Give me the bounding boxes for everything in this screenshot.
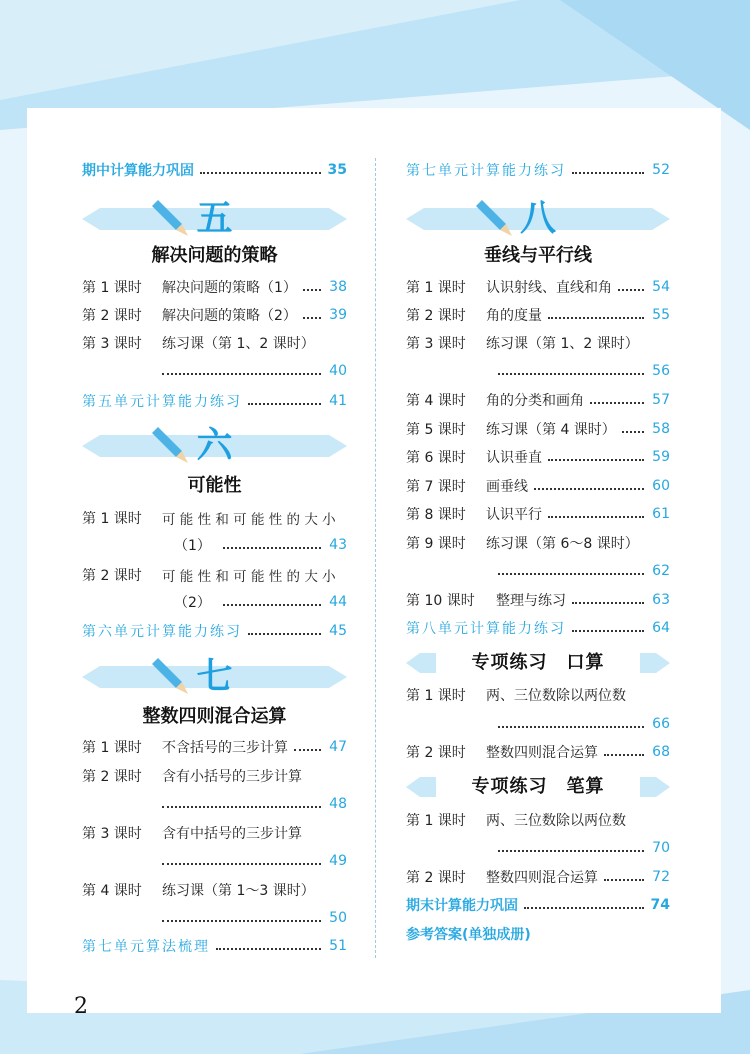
page-number: 54 <box>652 279 670 295</box>
toc-entry[interactable] <box>406 531 670 555</box>
lesson-title: 角的分类和画角 <box>486 393 584 409</box>
lesson-title: 画垂线 <box>486 479 528 495</box>
lesson-title: 含有中括号的三步计算 <box>162 826 302 842</box>
leader-dots <box>498 573 644 575</box>
lesson-number: 第 1 课时 <box>406 813 466 829</box>
page-number: 60 <box>652 478 670 494</box>
leader-dots <box>572 630 644 632</box>
lesson-number: 第 10 课时 <box>406 593 475 609</box>
toc-entry[interactable] <box>406 740 670 764</box>
unit-practice-entry[interactable] <box>406 616 670 640</box>
lesson-number: 第 9 课时 <box>406 536 466 552</box>
leader-dots <box>548 317 644 319</box>
leader-dots <box>294 749 321 751</box>
toc-entry[interactable] <box>82 303 347 327</box>
toc-entry-continued[interactable] <box>406 559 670 583</box>
leader-dots <box>162 806 321 808</box>
toc-entry[interactable] <box>82 275 347 299</box>
toc-entry[interactable] <box>82 735 347 759</box>
page-number: 44 <box>329 594 347 610</box>
toc-entry-continued[interactable] <box>82 359 347 383</box>
page-number: 70 <box>652 840 670 856</box>
page-number: 59 <box>652 449 670 465</box>
lesson-number: 第 8 课时 <box>406 507 466 523</box>
lesson-title: 整数四则混合运算 <box>486 745 598 761</box>
lesson-number: 第 7 课时 <box>406 479 466 495</box>
lesson-number: 第 2 课时 <box>406 308 466 324</box>
lesson-number: 第 3 课时 <box>82 826 142 842</box>
lesson-title: 认识射线、直线和角 <box>486 280 612 296</box>
page-number: 38 <box>329 279 347 295</box>
unit-banner-6 <box>82 425 347 467</box>
page-number: 64 <box>652 620 670 636</box>
lesson-number: 第 1 课时 <box>82 511 142 527</box>
page-number: 43 <box>329 537 347 553</box>
unit-banner-8 <box>406 198 670 240</box>
page-number: 47 <box>329 739 347 755</box>
entry-title: 第七单元计算能力练习 <box>406 163 566 179</box>
lesson-number: 第 2 课时 <box>406 745 466 761</box>
lesson-title-continued: （2） <box>174 595 211 611</box>
toc-entry[interactable] <box>406 865 670 889</box>
toc-entry[interactable] <box>406 388 670 412</box>
leader-dots <box>162 863 321 865</box>
page-number: 62 <box>652 563 670 579</box>
leader-dots <box>622 431 644 433</box>
page-number: 35 <box>327 162 347 178</box>
page-number: 52 <box>652 162 670 178</box>
leader-dots <box>162 920 321 922</box>
lesson-number: 第 5 课时 <box>406 422 466 438</box>
toc-entry[interactable] <box>82 331 347 355</box>
leader-dots <box>223 604 321 606</box>
page-number: 57 <box>652 392 670 408</box>
unit-practice-entry[interactable] <box>82 934 347 958</box>
answers-entry[interactable] <box>406 922 670 946</box>
page-number: 74 <box>650 897 670 913</box>
lesson-title: 含有小括号的三步计算 <box>162 769 302 785</box>
lesson-number: 第 3 课时 <box>406 336 466 352</box>
leader-dots <box>248 633 321 635</box>
leader-dots <box>498 726 644 728</box>
page-number: 55 <box>652 307 670 323</box>
toc-entry[interactable] <box>406 474 670 498</box>
toc-entry[interactable] <box>406 331 670 355</box>
lesson-title: 练习课（第 1、2 课时） <box>162 336 315 352</box>
page-number: 45 <box>329 623 347 639</box>
toc-entry[interactable] <box>82 563 347 587</box>
lesson-title: 解决问题的策略（2） <box>162 308 297 324</box>
lesson-number: 第 2 课时 <box>82 769 142 785</box>
page-number: 49 <box>329 853 347 869</box>
toc-entry[interactable] <box>406 303 670 327</box>
lesson-title: 两、三位数除以两位数 <box>486 813 626 829</box>
toc-entry[interactable] <box>406 445 670 469</box>
lesson-title: 练习课（第 6～8 课时） <box>486 536 639 552</box>
leader-dots <box>303 317 321 319</box>
page-number: 41 <box>329 393 347 409</box>
leader-dots <box>572 602 644 604</box>
toc-entry[interactable] <box>406 893 670 917</box>
leader-dots <box>618 289 644 291</box>
leader-dots <box>590 402 644 404</box>
toc-entry[interactable] <box>82 506 347 530</box>
lesson-title: 练习课（第 4 课时） <box>486 422 616 438</box>
toc-entry-continued[interactable] <box>82 849 347 873</box>
leader-dots <box>534 488 644 490</box>
toc-entry[interactable] <box>82 878 347 902</box>
lesson-title-continued: （1） <box>174 538 211 554</box>
toc-entry[interactable] <box>406 275 670 299</box>
entry-title: 第七单元算法梳理 <box>82 939 210 955</box>
lesson-number: 第 3 课时 <box>82 336 142 352</box>
leader-dots <box>498 850 644 852</box>
leader-dots <box>223 547 321 549</box>
page-number: 56 <box>652 363 670 379</box>
special-title: 专项练习 口算 <box>471 652 605 673</box>
leader-dots <box>548 459 644 461</box>
page-number: 48 <box>329 796 347 812</box>
page-number: 68 <box>652 744 670 760</box>
lesson-title: 角的度量 <box>486 308 542 324</box>
leader-dots <box>548 516 644 518</box>
leader-dots <box>604 879 644 881</box>
lesson-number: 第 2 课时 <box>82 308 142 324</box>
leader-dots <box>604 754 644 756</box>
unit-practice-entry[interactable] <box>82 619 347 643</box>
page-number: 51 <box>329 938 347 954</box>
leader-dots <box>498 373 644 375</box>
lesson-number: 第 6 课时 <box>406 450 466 466</box>
unit-numeral: 七 <box>196 656 233 697</box>
leader-dots <box>248 403 321 405</box>
lesson-title: 可 能 性 和 可 能 性 的 大 小 <box>162 569 336 585</box>
lesson-title: 认识平行 <box>486 507 542 523</box>
page-number: 39 <box>329 307 347 323</box>
page-number: 63 <box>652 592 670 608</box>
lesson-title: 可 能 性 和 可 能 性 的 大 小 <box>162 512 336 528</box>
lesson-number: 第 2 课时 <box>406 870 466 886</box>
unit-banner-7 <box>82 656 347 698</box>
toc-entry-continued[interactable] <box>406 836 670 860</box>
toc-entry[interactable] <box>406 808 670 832</box>
lesson-title: 解决问题的策略（1） <box>162 280 297 296</box>
lesson-number: 第 1 课时 <box>406 280 466 296</box>
unit-title: 解决问题的策略 <box>151 245 278 266</box>
toc-entry-continued[interactable] <box>82 906 347 930</box>
unit-title: 可能性 <box>187 475 242 496</box>
leader-dots <box>572 172 644 174</box>
unit-title: 垂线与平行线 <box>484 245 592 266</box>
unit-banner-5 <box>82 198 347 240</box>
entry-title: 参考答案(单独成册) <box>406 927 531 943</box>
entry-title: 第八单元计算能力练习 <box>406 621 566 637</box>
lesson-number: 第 1 课时 <box>406 688 466 704</box>
entry-title: 第五单元计算能力练习 <box>82 394 242 410</box>
toc-entry-continued[interactable] <box>82 792 347 816</box>
special-title: 专项练习 笔算 <box>471 776 605 797</box>
toc-entry[interactable] <box>82 158 347 182</box>
page-number: 72 <box>652 869 670 885</box>
toc-entry[interactable] <box>406 588 670 612</box>
lesson-title: 整理与练习 <box>496 593 566 609</box>
toc-entry[interactable] <box>406 683 670 707</box>
page-number: 66 <box>652 716 670 732</box>
page-number: 40 <box>329 363 347 379</box>
toc-entry-continued[interactable] <box>406 359 670 383</box>
lesson-title: 两、三位数除以两位数 <box>486 688 626 704</box>
page-number: 61 <box>652 506 670 522</box>
page-number-footer: 2 <box>74 994 88 1019</box>
lesson-title: 认识垂直 <box>486 450 542 466</box>
unit-practice-entry[interactable] <box>406 158 670 182</box>
unit-numeral: 八 <box>519 198 556 239</box>
special-banner-written <box>406 774 670 800</box>
lesson-number: 第 1 课时 <box>82 280 142 296</box>
leader-dots <box>162 373 321 375</box>
entry-title: 期中计算能力巩固 <box>82 163 194 179</box>
toc-entry-continued[interactable] <box>406 712 670 736</box>
toc-entry-continued[interactable] <box>82 533 347 557</box>
lesson-title: 整数四则混合运算 <box>486 870 598 886</box>
entry-title: 第六单元计算能力练习 <box>82 624 242 640</box>
toc-entry-continued[interactable] <box>82 590 347 614</box>
lesson-title: 练习课（第 1～3 课时） <box>162 883 315 899</box>
page-number: 50 <box>329 910 347 926</box>
leader-dots <box>216 948 321 950</box>
leader-dots <box>200 172 321 174</box>
lesson-title: 不含括号的三步计算 <box>162 740 288 756</box>
column-divider <box>375 158 376 958</box>
toc-entry[interactable] <box>82 764 347 788</box>
special-banner-oral <box>406 650 670 676</box>
leader-dots <box>303 289 321 291</box>
lesson-number: 第 2 课时 <box>82 568 142 584</box>
lesson-number: 第 1 课时 <box>82 740 142 756</box>
unit-title: 整数四则混合运算 <box>142 706 287 727</box>
leader-dots <box>524 907 644 909</box>
lesson-number: 第 4 课时 <box>82 883 142 899</box>
unit-practice-entry[interactable] <box>82 389 347 413</box>
toc-entry[interactable] <box>406 502 670 526</box>
entry-title: 期末计算能力巩固 <box>406 898 518 914</box>
unit-numeral: 五 <box>196 198 233 239</box>
unit-numeral: 六 <box>196 425 233 466</box>
toc-entry[interactable] <box>82 821 347 845</box>
page-number: 58 <box>652 421 670 437</box>
toc-entry[interactable] <box>406 417 670 441</box>
lesson-number: 第 4 课时 <box>406 393 466 409</box>
lesson-title: 练习课（第 1、2 课时） <box>486 336 639 352</box>
